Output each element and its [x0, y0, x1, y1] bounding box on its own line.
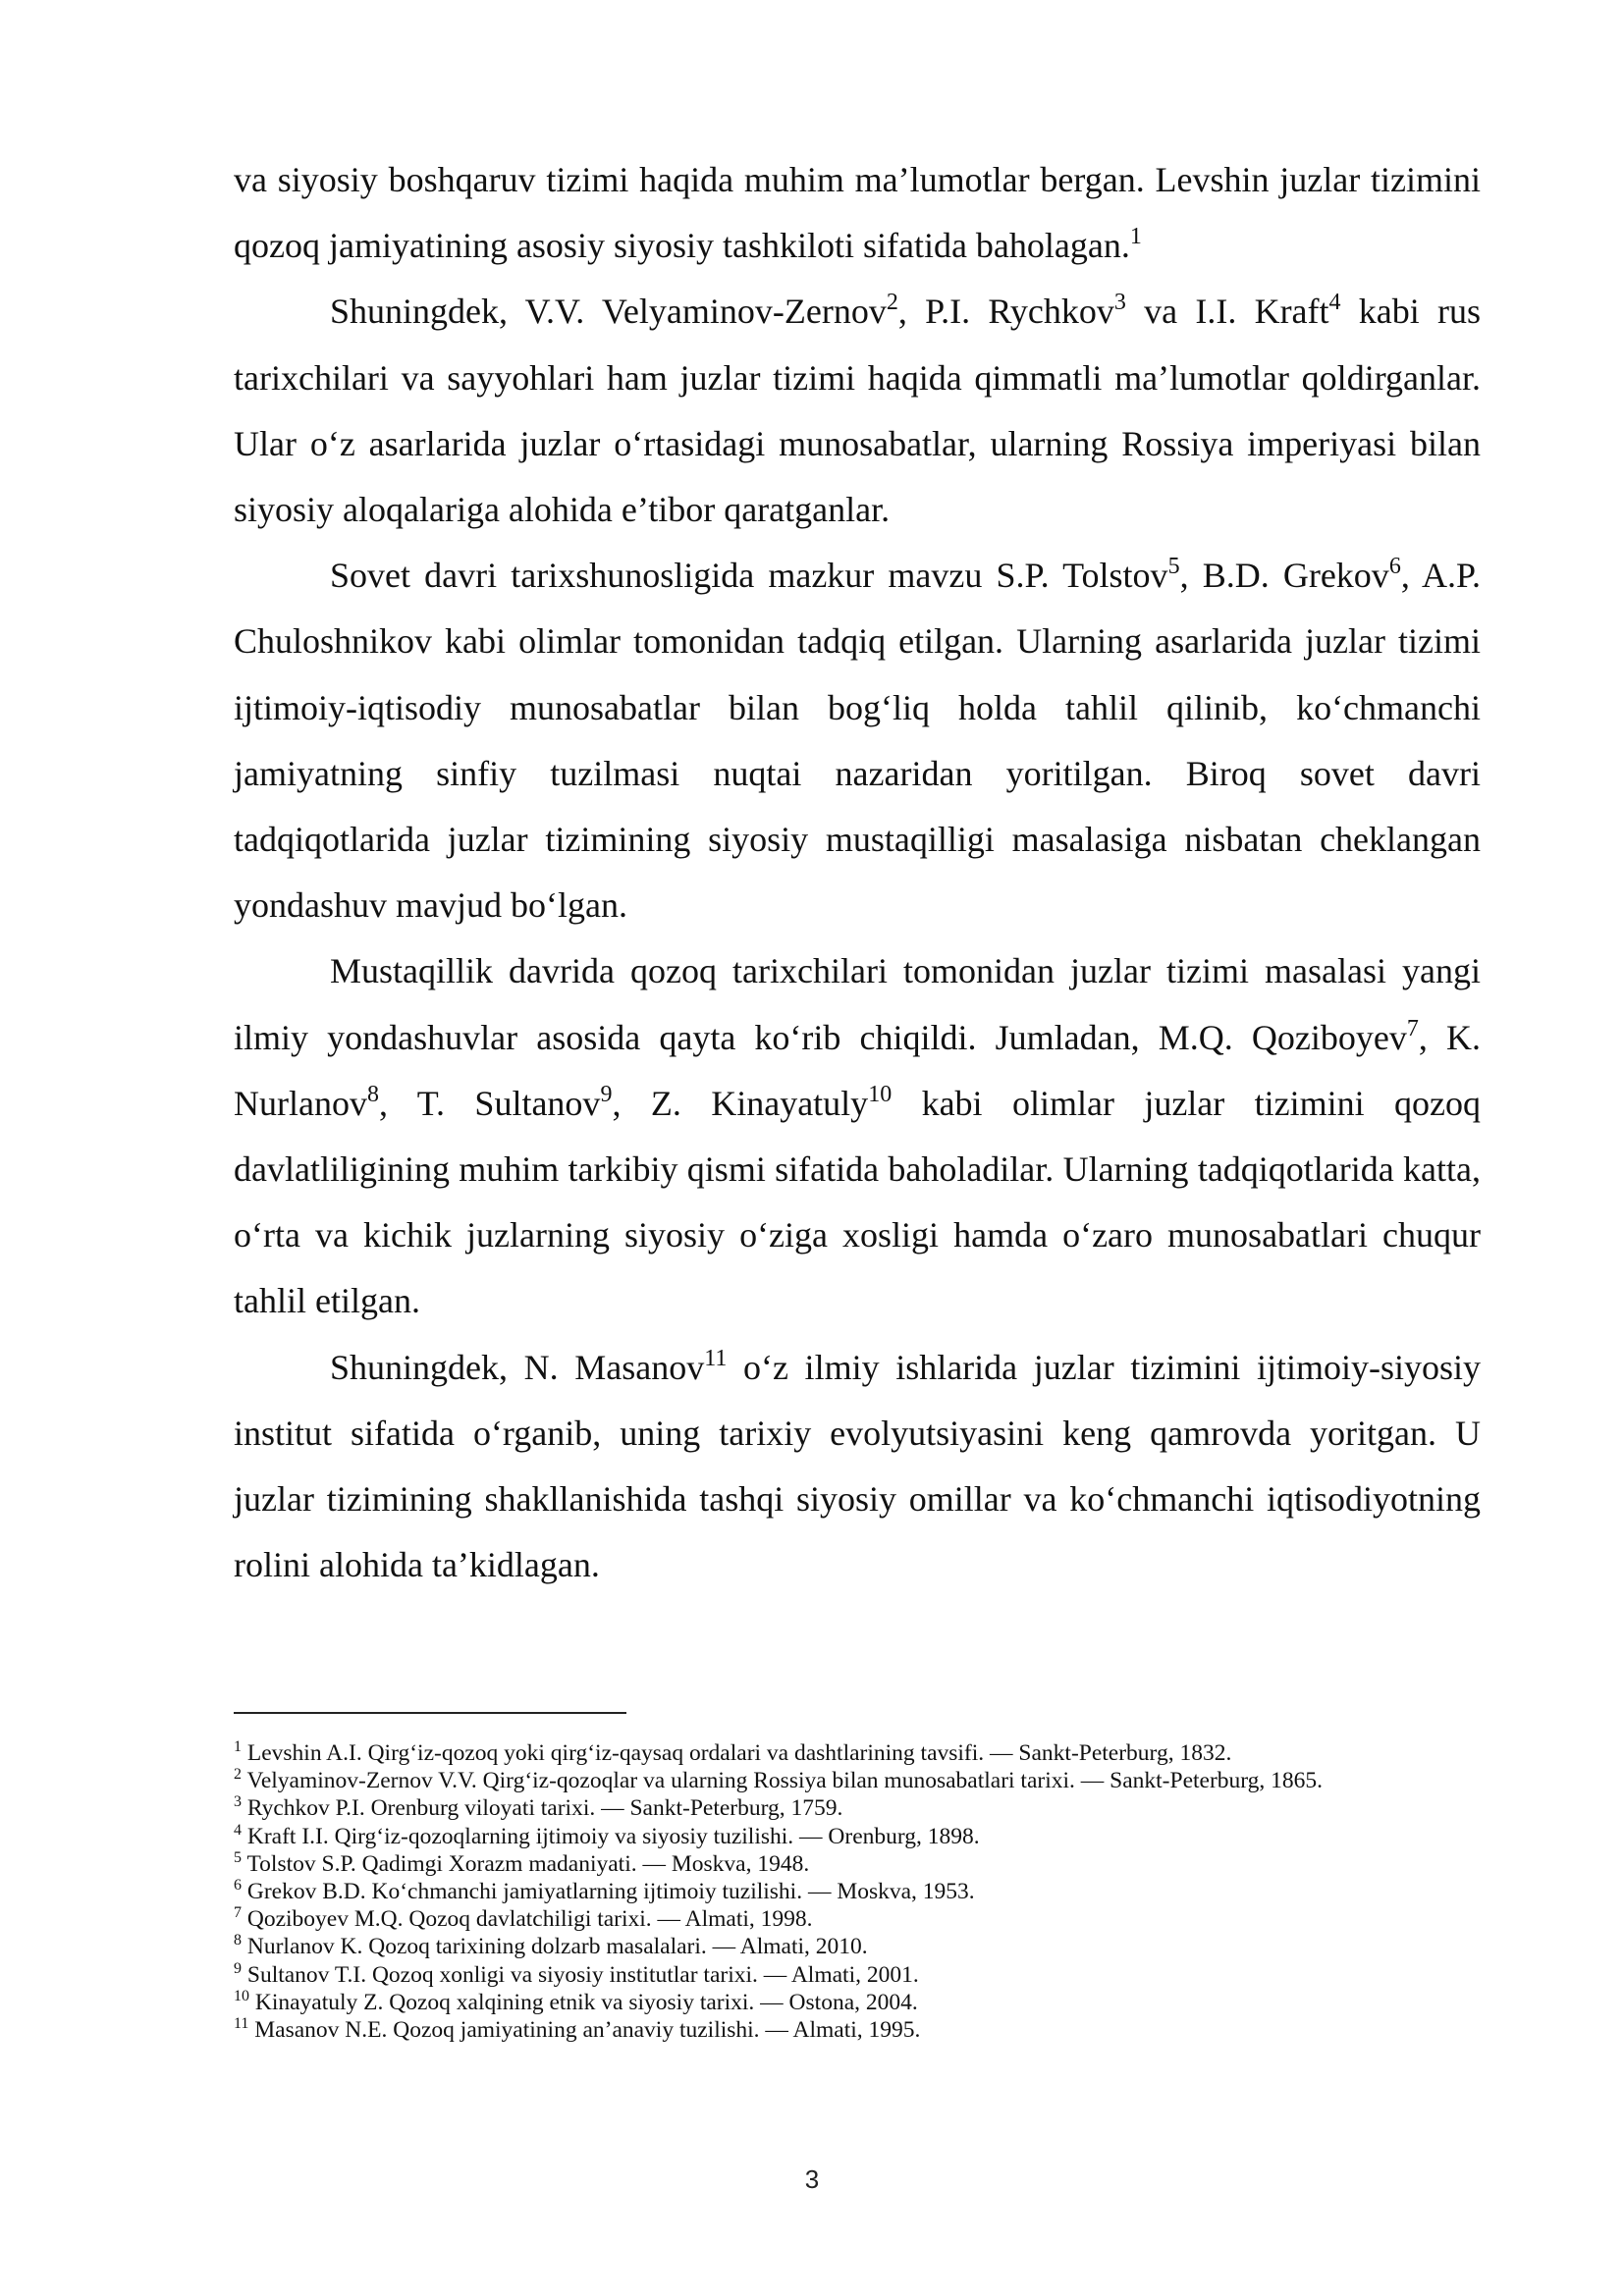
- footnote: [234, 1933, 1481, 1960]
- footnote-text: Qoziboyev M.Q. Qozoq davlatchiligi tarixi. — Almati, 1998.: [246, 1906, 813, 1933]
- footnote-text: Nurlanov K. Qozoq tarixining dolzarb masalalari. — Almati, 2010.: [246, 1934, 868, 1960]
- text-run: , T. Sultanov: [378, 1083, 601, 1123]
- footnote-number: 3: [234, 1793, 242, 1811]
- footnote: [234, 2016, 1481, 2044]
- footnote-text: Kraft I.I. Qirg‘iz-qozoqlarning ijtimoiy va siyosiy tuzilishi. — Orenburg, 1898.: [246, 1823, 980, 1849]
- footnote-ref: 5: [1167, 554, 1180, 580]
- footnote-text: Sultanov T.I. Qozoq xonligi va siyosiy institutlar tarixi. — Almati, 2001.: [246, 1961, 919, 1988]
- footnote: [234, 1739, 1481, 1767]
- text-run: , K. Nurlanov: [234, 1017, 1481, 1123]
- footnote: [234, 1794, 1481, 1822]
- text-run: , P.I. Rychkov: [897, 292, 1114, 332]
- paragraph: [234, 938, 1481, 1334]
- footnote-text: Kinayatuly Z. Qozoq xalqining etnik va siyosiy tarixi. — Ostona, 2004.: [254, 1989, 918, 2015]
- footnote-text: Velyaminov-Zernov V.V. Qirg‘iz-qozoqlar va ularning Rossiya bilan munosabatlari tarixi. — Sankt-Peterburg, 1865.: [246, 1768, 1324, 1794]
- text-run: , B.D. Grekov: [1179, 556, 1389, 596]
- footnote-text: Rychkov P.I. Orenburg viloyati tarixi. — Sankt-Peterburg, 1759.: [246, 1795, 843, 1822]
- footnote: [234, 1850, 1481, 1878]
- text-run: , A.P. Chuloshnikov kabi olimlar tomonidan tadqiq etilgan. Ularning asarlarida juzlar tizimi ijtimoiy-iqtisodiy munosabatlar bilan bog‘liq holda tahlil qilinib, ko‘chmanchi jamiyatning sinfiy tuzilmasi nuqtai nazaridan yoritilgan. Biroq sovet davri tadqiqotlarida juzlar tizimining siyosiy mustaqilligi masalasiga nisbatan cheklangan yondashuv mavjud bo‘lgan.: [234, 556, 1481, 926]
- footnote: [234, 1823, 1481, 1850]
- footnote-number: 4: [234, 1821, 242, 1839]
- footnote-ref: 8: [366, 1081, 379, 1107]
- text-run: Shuningdek, V.V. Velyaminov-Zernov: [330, 292, 887, 332]
- footnote-number: 6: [234, 1877, 242, 1895]
- footnote-text: Tolstov S.P. Qadimgi Xorazm madaniyati. — Moskva, 1948.: [246, 1850, 810, 1877]
- footnote-ref: 9: [600, 1081, 613, 1107]
- text-run: kabi olimlar juzlar tizimini qozoq davlatliligining muhim tarkibiy qismi sifatida baholadilar. Ularning tadqiqotlarida katta, o‘rta va kichik juzlarning siyosiy o‘ziga xosligi hamda o‘zaro munosabatlari chuqur tahlil etilgan.: [234, 1083, 1482, 1321]
- text-run: Mustaqillik davrida qozoq tarixchilari tomonidan juzlar tizimi masalasi yangi ilmiy yondashuvlar asosida qayta ko‘rib chiqildi. Jumladan, M.Q. Qoziboyev: [234, 951, 1481, 1057]
- footnote-number: 9: [234, 1959, 242, 1977]
- footnote-ref: 6: [1388, 554, 1401, 580]
- footnote-number: 10: [234, 1987, 249, 2004]
- footnotes: [234, 1739, 1481, 2044]
- footnote: [234, 1905, 1481, 1933]
- text-run: , Z. Kinayatuly: [612, 1083, 869, 1123]
- footnote-number: 1: [234, 1738, 242, 1755]
- text-run: va I.I. Kraft: [1125, 292, 1329, 332]
- footnote-number: 11: [234, 2015, 249, 2033]
- footnote: [234, 1989, 1481, 2016]
- text-run: va siyosiy boshqaruv tizimi haqida muhim ma’lumotlar bergan. Levshin juzlar tizimini qozoq jamiyatining asosiy siyosiy tashkiloti sifatida baholagan.: [234, 160, 1481, 266]
- footnote: [234, 1878, 1481, 1905]
- text-run: Sovet davri tarixshunosligida mazkur mavzu S.P. Tolstov: [330, 556, 1168, 596]
- footnote-ref: 4: [1328, 290, 1341, 316]
- footnote-ref: 1: [1129, 224, 1142, 250]
- footnote-text: Masanov N.E. Qozoq jamiyatining an’anaviy tuzilishi. — Almati, 1995.: [254, 2017, 921, 2044]
- footnote-number: 7: [234, 1904, 242, 1922]
- footnote-separator: [234, 1712, 626, 1714]
- footnote-ref: 7: [1406, 1015, 1419, 1041]
- footnote-number: 8: [234, 1932, 242, 1949]
- text-run: o‘z ilmiy ishlarida juzlar tizimini ijtimoiy-siyosiy institut sifatida o‘rganib, uning tarixiy evolyutsiyasini keng qamrovda yoritgan. U juzlar tizimining shakllanishida tashqi siyosiy omillar va ko‘chmanchi iqtisodiyotning rolini alohida ta’kidlagan.: [234, 1347, 1481, 1585]
- page-number: 3: [804, 2164, 820, 2194]
- paragraph: [234, 1335, 1481, 1599]
- footnote-ref: 10: [868, 1081, 893, 1107]
- footnote-ref: 11: [704, 1345, 728, 1371]
- footnote: [234, 1767, 1481, 1794]
- footnote: [234, 1961, 1481, 1989]
- main-text: [234, 147, 1481, 1598]
- footnote-number: 5: [234, 1848, 242, 1866]
- footnote-number: 2: [234, 1766, 242, 1784]
- footnote-text: Grekov B.D. Ko‘chmanchi jamiyatlarning ijtimoiy tuzilishi. — Moskva, 1953.: [246, 1879, 975, 1905]
- paragraph: [234, 543, 1481, 938]
- text-run: Shuningdek, N. Masanov: [330, 1347, 705, 1387]
- footnote-ref: 2: [886, 290, 898, 316]
- paragraph: [234, 147, 1481, 279]
- text-run: kabi rus tarixchilari va sayyohlari ham juzlar tizimi haqida qimmatli ma’lumotlar qoldirganlar. Ular o‘z asarlarida juzlar o‘rtasidagi munosabatlar, ularning Rossiya imperiyasi bilan siyosiy aloqalariga alohida e’tibor qaratganlar.: [234, 292, 1481, 530]
- footnote-ref: 3: [1113, 290, 1126, 316]
- paragraph: [234, 279, 1481, 543]
- footnote-text: Levshin A.I. Qirg‘iz-qozoq yoki qirg‘iz-qaysaq ordalari va dashtlarining tavsifi. — Sankt-Peterburg, 1832.: [246, 1740, 1232, 1766]
